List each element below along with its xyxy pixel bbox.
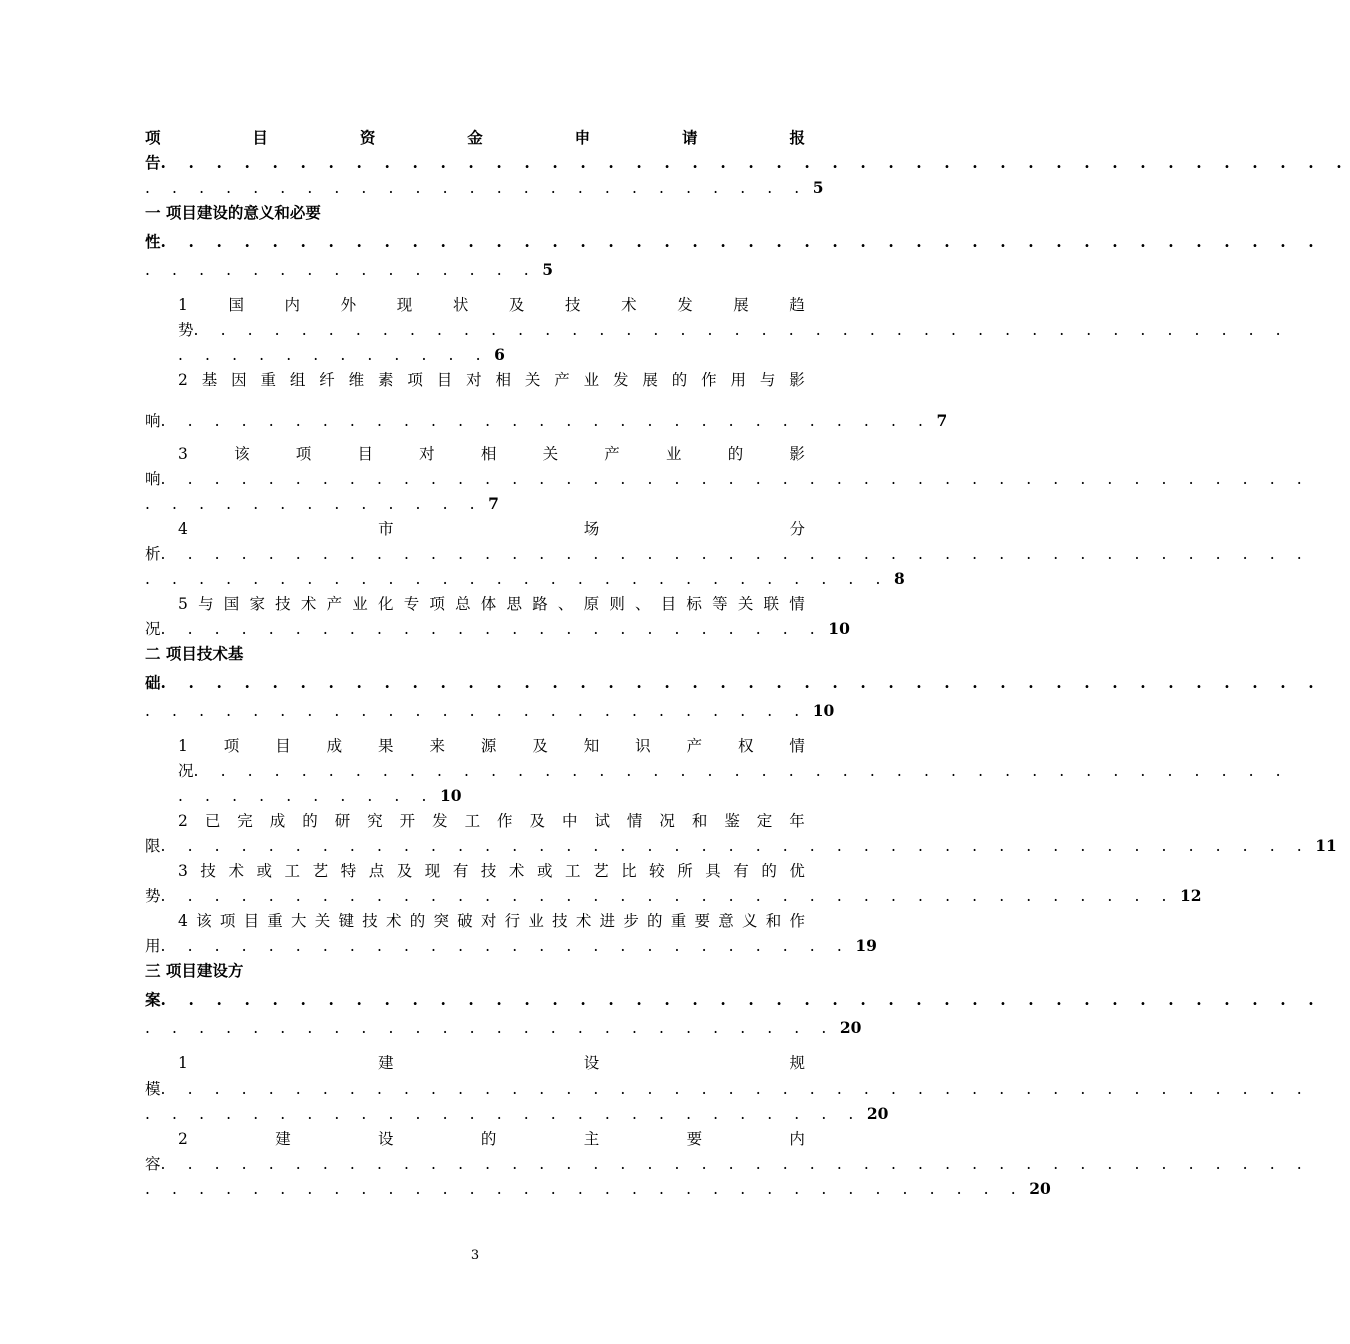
toc-entry-title: 三 项目建设方 bbox=[145, 961, 244, 980]
page-number: 3 bbox=[470, 1248, 480, 1263]
toc-leader: . . . . . . . . . . . . . . . bbox=[145, 261, 538, 279]
toc-entry-title-end: 告 bbox=[145, 153, 161, 172]
toc-entry-title-end: 模 bbox=[145, 1080, 161, 1098]
toc-entry-title: 5 与 国 家 技 术 产 业 化 专 项 总 体 思 路 、 原 则 、 目 标 等 关 联 情 bbox=[178, 595, 805, 613]
toc-leader: . . . . . . . . . . . . . . . . . . . . . . . . . . bbox=[160, 937, 851, 955]
toc-leader: . . . . . . . . . . bbox=[178, 787, 436, 805]
toc-entry-title-end: 势 bbox=[178, 321, 194, 339]
toc-entry-title-end: 析 bbox=[145, 545, 161, 563]
toc-page-number: 20 bbox=[839, 1018, 862, 1037]
toc-page-number: 19 bbox=[855, 936, 877, 955]
toc-entry-title-end: 响 bbox=[145, 412, 161, 430]
toc-leader: . . . . . . . . . . . . . . . . . . . . . . . . . . . . . . . . . bbox=[145, 1180, 1025, 1198]
toc-page-number: 6 bbox=[494, 345, 505, 364]
toc-page-number: 7 bbox=[488, 494, 499, 513]
toc-entry-title: 2 建 设 的 主 要 内 bbox=[178, 1130, 805, 1148]
toc-entry-title-end: 况 bbox=[145, 620, 161, 638]
toc-entry-title-end: 容 bbox=[145, 1155, 161, 1173]
toc-page-number: 8 bbox=[893, 569, 905, 588]
toc-leader: . . . . . . . . . . . . . . . . . . . . . . . . . . . . . . . . . . . . . . . . . bbox=[193, 321, 1290, 339]
toc-leader: . . . . . . . . . . . . . . . . . . . . . . . . . . . . . . . . . . . . . . . . . . . bbox=[160, 1080, 1311, 1098]
toc-entry-title: 3 技 术 或 工 艺 特 点 及 现 有 技 术 或 工 艺 比 较 所 具 有 的 优 bbox=[178, 862, 805, 880]
toc-leader: . . . . . . . . . . . . . . . . . . . . . . . . . . . . . . . . . . . . . . . . . . . bbox=[160, 1155, 1311, 1173]
toc-entry-title: 4 该 项 目 重 大 关 键 技 术 的 突 破 对 行 业 技 术 进 步 的 重 要 意 义 和 作 bbox=[178, 912, 805, 930]
toc-entry-title-end: 限 bbox=[145, 837, 161, 855]
toc-leader: . . . . . . . . . . . . . . . . . . . . . . . . . . . . . . . . . . . . . . . . . . . bbox=[160, 470, 1311, 488]
toc-leader: . . . . . . . . . . . . bbox=[178, 346, 490, 364]
toc-entry-title: 4 市 场 分 bbox=[178, 520, 805, 538]
toc-entry-title: 1 项 目 成 果 来 源 及 知 识 产 权 情 bbox=[178, 737, 805, 755]
toc-entry-title: 一 项目建设的意义和必要 bbox=[145, 203, 321, 222]
toc-page-number: 20 bbox=[1029, 1179, 1051, 1198]
toc-entry-title: 1 国 内 外 现 状 及 技 术 发 展 趋 bbox=[178, 296, 805, 314]
toc-entry-title: 二 项目技术基 bbox=[145, 644, 244, 663]
toc-leader: . . . . . . . . . . . . . . . . . . . . . . . . . . . . . . . . . . . . . . . . . . . bbox=[160, 153, 1350, 172]
toc-page-number: 20 bbox=[866, 1104, 889, 1123]
toc-leader: . . . . . . . . . . . . . . . . . . . . . . . . . . bbox=[145, 1019, 835, 1037]
toc-page-number: 11 bbox=[1315, 836, 1337, 855]
toc-page-number: 10 bbox=[439, 786, 462, 805]
toc-entry-title-end: 况 bbox=[178, 762, 194, 780]
toc-entry-title-end: 础 bbox=[145, 673, 161, 692]
toc-entry-title-end: 性 bbox=[145, 232, 161, 251]
toc-page-number: 10 bbox=[828, 619, 850, 638]
toc-leader: . . . . . . . . . . . . . . . . . . . . . . . . . . . . . . . . . . . . . . . . . bbox=[193, 762, 1290, 780]
toc-leader: . . . . . . . . . . . . . . . . . . . . . . . . . . . . . . . . . . . . . . . . . . bbox=[160, 673, 1323, 692]
toc-leader: . . . . . . . . . . . . . . . . . . . . . . . . . . . . . . . . . . . . . . bbox=[160, 887, 1176, 905]
toc-page-number: 5 bbox=[812, 178, 824, 197]
toc-leader: . . . . . . . . . . . . . . . . . . . . . . . . . bbox=[145, 179, 808, 197]
toc-leader: . . . . . . . . . . . . . . . . . . . . . . . . . bbox=[145, 702, 808, 720]
toc-leader: . . . . . . . . . . . . . . . . . . . . . . . . . . . . . bbox=[160, 412, 932, 430]
toc-leader: . . . . . . . . . . . . . . . . . . . . . . . . . . . . . . . . . . . . . . . . . . bbox=[160, 990, 1323, 1009]
toc-page-number: 5 bbox=[542, 260, 554, 279]
toc-entry-title: 项 目 资 金 申 请 报 bbox=[145, 128, 805, 147]
toc-leader: . . . . . . . . . . . . . bbox=[145, 495, 484, 513]
toc-entry-title: 3 该 项 目 对 相 关 产 业 的 影 bbox=[178, 445, 805, 463]
toc-page-number: 10 bbox=[812, 701, 835, 720]
toc-leader: . . . . . . . . . . . . . . . . . . . . . . . . . . . . bbox=[145, 570, 889, 588]
toc-entry-title: 2 基 因 重 组 纤 维 素 项 目 对 相 关 产 业 发 展 的 作 用 与 影 bbox=[178, 371, 805, 389]
toc-leader: . . . . . . . . . . . . . . . . . . . . . . . . . . . . . . . . . . . . . . . . . . bbox=[160, 232, 1323, 251]
toc-leader: . . . . . . . . . . . . . . . . . . . . . . . . . bbox=[160, 620, 824, 638]
toc-entry-title-end: 响 bbox=[145, 470, 161, 488]
toc-page-number: 12 bbox=[1179, 886, 1202, 905]
toc-leader: . . . . . . . . . . . . . . . . . . . . . . . . . . . . . . . . . . . . . . . . . . . bbox=[160, 545, 1311, 563]
toc-entry-title: 2 已 完 成 的 研 究 开 发 工 作 及 中 试 情 况 和 鉴 定 年 bbox=[178, 812, 805, 830]
toc-entry-title: 1 建 设 规 bbox=[178, 1054, 805, 1072]
toc-leader: . . . . . . . . . . . . . . . . . . . . . . . . . . . bbox=[145, 1105, 862, 1123]
toc-entry-title-end: 势 bbox=[145, 887, 161, 905]
toc-entry-title-end: 案 bbox=[145, 990, 161, 1009]
toc-page-number: 7 bbox=[936, 411, 948, 430]
toc-entry-title-end: 用 bbox=[145, 937, 161, 955]
toc-leader: . . . . . . . . . . . . . . . . . . . . . . . . . . . . . . . . . . . . . . . . . . . bbox=[160, 837, 1311, 855]
